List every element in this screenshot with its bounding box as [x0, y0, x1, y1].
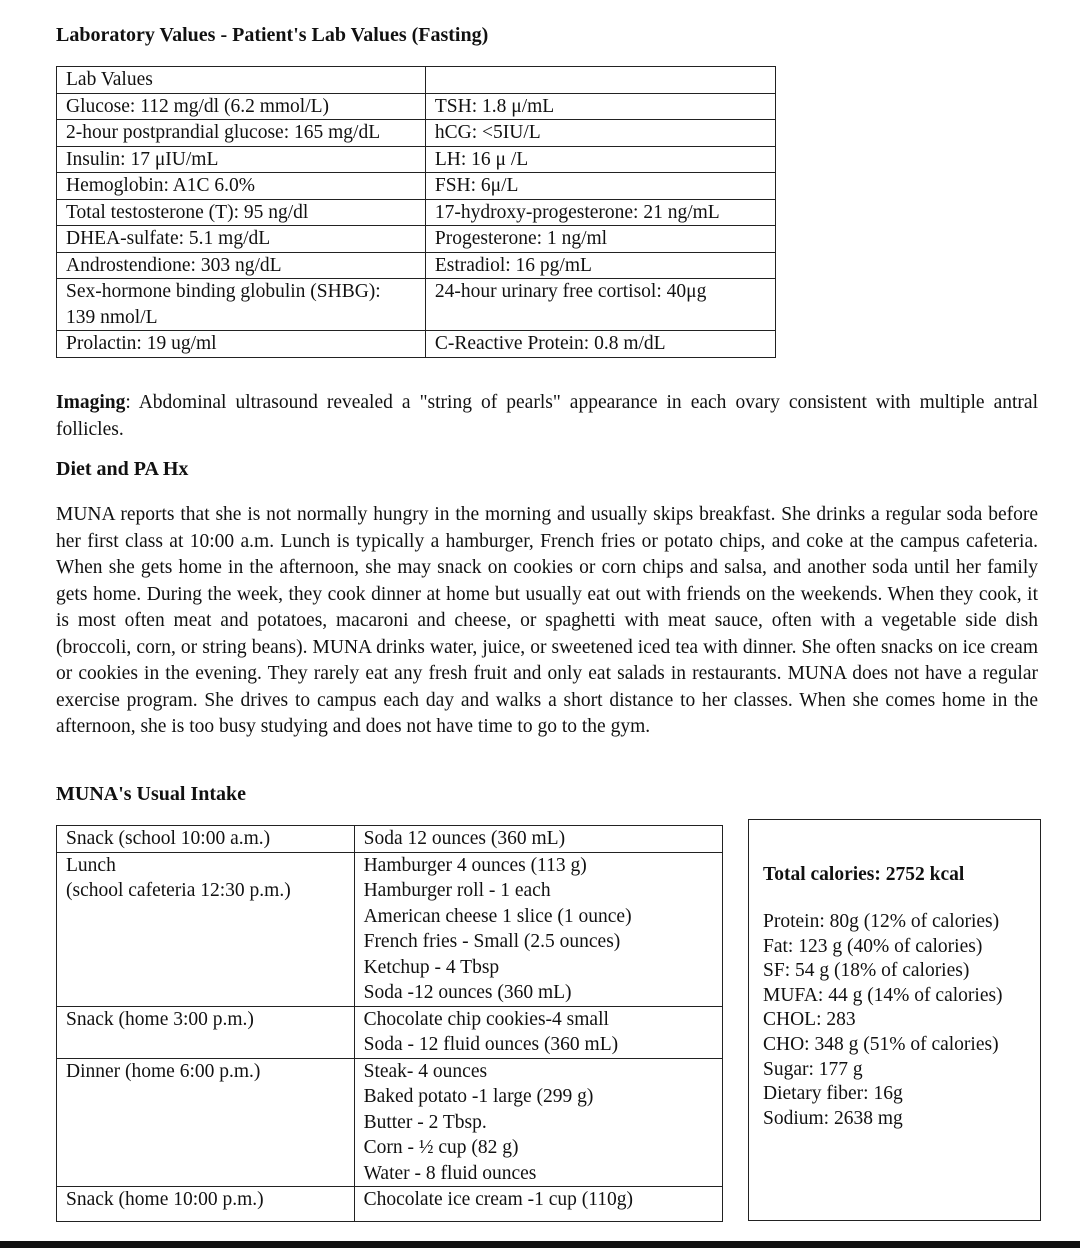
meal-cell — [57, 852, 355, 1006]
bottom-edge-bar — [0, 1241, 1080, 1248]
table-row — [57, 331, 776, 358]
lab-cell-left — [57, 279, 426, 331]
imaging-label: Imaging — [56, 392, 126, 413]
table-row — [57, 1187, 723, 1222]
food-cell — [354, 852, 722, 1006]
nutrient-line: MUFA: 44 g (14% of calories) — [763, 984, 1003, 1006]
lab-cell-left: Insulin: 17 μIU/mL — [57, 146, 426, 173]
table-row — [57, 199, 776, 226]
food-item: Hamburger roll - 1 each — [363, 880, 551, 901]
nutrient-line: Protein: 80g (12% of calories) — [763, 911, 1000, 932]
lab-values-heading: Laboratory Values - Patient's Lab Values (Fasting) — [56, 24, 489, 46]
usual-intake-table — [56, 825, 723, 1222]
food-item: French fries - Small (2.5 ounces) — [363, 931, 621, 952]
lab-cell-left: Prolactin: 19 ug/ml — [57, 331, 426, 358]
nutrient-line: Sodium: 2638 mg — [763, 1107, 903, 1129]
food-item: Steak- 4 ounces — [363, 1060, 488, 1082]
lab-cell-left: Hemoglobin: A1C 6.0% — [57, 173, 426, 200]
lab-header-cell: Lab Values — [57, 67, 426, 94]
lab-cell-left: Total testosterone (T): 95 ng/dl — [57, 199, 426, 226]
food-item: Baked potato -1 large (299 g) — [363, 1086, 594, 1107]
lab-cell-right: 17-hydroxy-progesterone: 21 ng/mL — [425, 199, 775, 226]
table-row — [57, 226, 776, 253]
lab-cell-right: hCG: <5IU/L — [425, 120, 775, 147]
table-row — [57, 146, 776, 173]
table-row — [57, 826, 723, 853]
food-item: Corn - ½ cup (82 g) — [363, 1137, 519, 1158]
meal-label: Dinner (home 6:00 p.m.) — [66, 1060, 261, 1082]
food-item: Hamburger 4 ounces (113 g) — [363, 854, 587, 876]
food-item: Soda -12 ounces (360 mL) — [363, 982, 572, 1003]
food-cell — [354, 1058, 722, 1187]
food-item: Soda 12 ounces (360 mL) — [363, 828, 566, 849]
meal-cell — [57, 1006, 355, 1058]
table-row — [57, 93, 776, 120]
nutrient-line: CHOL: 283 — [763, 1009, 856, 1031]
meal-label: Lunch — [66, 854, 116, 876]
table-row — [57, 852, 723, 1006]
food-item: Chocolate chip cookies-4 small — [363, 1008, 609, 1030]
nutrient-line: CHO: 348 g (51% of calories) — [763, 1033, 999, 1055]
lab-cell-right: C-Reactive Protein: 0.8 m/dL — [425, 331, 775, 358]
lab-cell-right: 24-hour urinary free cortisol: 40μg — [425, 279, 775, 331]
lab-cell-right: Progesterone: 1 ng/ml — [425, 226, 775, 253]
meal-cell — [57, 1187, 355, 1222]
lab-header-blank-cell — [425, 67, 775, 94]
meal-label: Snack (home 10:00 p.m.) — [66, 1189, 264, 1210]
food-item: Water - 8 fluid ounces — [363, 1162, 537, 1184]
nutrient-line: Dietary fiber: 16g — [763, 1083, 903, 1105]
nutrient-line: Sugar: 177 g — [763, 1058, 863, 1080]
nutrient-line: SF: 54 g (18% of calories) — [763, 960, 970, 982]
nutrient-line: Fat: 123 g (40% of calories) — [763, 935, 983, 957]
food-item: Chocolate ice cream -1 cup (110g) — [363, 1189, 634, 1210]
lab-cell-left: Androstendione: 303 ng/dL — [57, 252, 426, 279]
nutrition-summary-box — [748, 819, 1041, 1221]
lab-header-row — [57, 67, 776, 94]
food-cell — [354, 826, 722, 853]
meal-label: Snack (school 10:00 a.m.) — [66, 828, 271, 849]
lab-cell-line: 139 nmol/L — [66, 306, 158, 328]
food-item: Butter - 2 Tbsp. — [363, 1111, 487, 1133]
meal-cell — [57, 826, 355, 853]
imaging-paragraph — [56, 390, 1038, 443]
lab-cell-left: Glucose: 112 mg/dl (6.2 mmol/L) — [57, 93, 426, 120]
lab-cell-left: DHEA-sulfate: 5.1 mg/dL — [57, 226, 426, 253]
table-row — [57, 252, 776, 279]
lab-cell-right: FSH: 6μ/L — [425, 173, 775, 200]
food-item: Soda - 12 fluid ounces (360 mL) — [363, 1034, 619, 1055]
imaging-text: : Abdominal ultrasound revealed a "string of pearls" appearance in each ovary consistent with multiple antral follicles. — [56, 392, 1038, 440]
meal-cell — [57, 1058, 355, 1187]
diet-paragraph: MUNA reports that she is not normally hungry in the morning and usually skips breakfast. She drinks a regular soda before her first class at 10:00 a.m. Lunch is typically a hamburger, French fries or potato chips, and coke at the campus cafeteria. When she gets home in the afternoon, she may snack on cookies or corn chips and salsa, and another soda until her family gets home. During the week, they cook dinner at home but usually eat out with friends on the weekends. When they cook, it is most often meat and potatoes, macaroni and cheese, or spaghetti with meat sauce, often with a vegetable side dish (broccoli, corn, or string beans). MUNA drinks water, juice, or sweetened iced tea with dinner. She often snacks on ice cream or cookies in the evening. They rarely eat any fresh fruit and only eat salads in restaurants. MUNA does not have a regular exercise program. She drives to campus each day and walks a short distance to her classes. When she comes home in the afternoon, she is too busy studying and does not have time to go to the gym. — [56, 504, 1038, 737]
food-item: Ketchup - 4 Tbsp — [363, 956, 500, 978]
table-row — [57, 120, 776, 147]
table-row — [57, 173, 776, 200]
lab-cell-left: 2-hour postprandial glucose: 165 mg/dL — [57, 120, 426, 147]
food-item: American cheese 1 slice (1 ounce) — [363, 905, 632, 927]
table-row — [57, 1058, 723, 1187]
lab-cell-right: LH: 16 μ /L — [425, 146, 775, 173]
food-cell — [354, 1006, 722, 1058]
diet-heading: Diet and PA Hx — [56, 458, 189, 480]
meal-label: Snack (home 3:00 p.m.) — [66, 1008, 254, 1030]
lab-cell-right: Estradiol: 16 pg/mL — [425, 252, 775, 279]
lab-values-table — [56, 66, 776, 358]
total-calories: Total calories: 2752 kcal — [763, 864, 965, 885]
meal-label: (school cafeteria 12:30 p.m.) — [66, 880, 291, 901]
table-row — [57, 1006, 723, 1058]
lab-cell-right: TSH: 1.8 μ/mL — [425, 93, 775, 120]
table-row — [57, 279, 776, 331]
intake-heading: MUNA's Usual Intake — [56, 783, 247, 805]
food-cell — [354, 1187, 722, 1222]
lab-cell-line: Sex-hormone binding globulin (SHBG): — [66, 281, 381, 302]
